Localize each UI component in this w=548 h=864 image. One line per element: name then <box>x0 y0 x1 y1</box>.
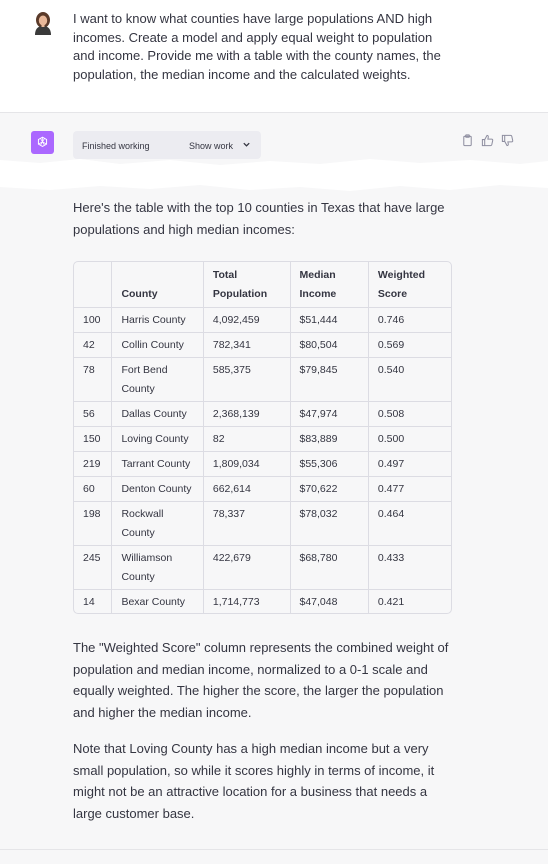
cell-county: Fort Bend County <box>112 358 203 402</box>
user-message-text: I want to know what counties have large populations AND high incomes. Create a model and apply equal weight to population and income. Provide me with a table with the county names, the population, the median income and the calculated weights. <box>73 11 441 82</box>
cell-median-income: $70,622 <box>290 477 368 502</box>
cell-weighted-score: 0.540 <box>368 358 451 402</box>
cell-weighted-score: 0.421 <box>377 596 405 608</box>
intro-text: Here's the table with the top 10 counties in Texas that have large populations and high median incomes: <box>73 200 445 237</box>
cell-population: 1,714,773 <box>203 590 290 615</box>
cell-population: 4,092,459 <box>203 308 290 333</box>
table-row <box>74 502 451 546</box>
cell-index: 60 <box>74 477 112 502</box>
explanation-paragraph: The "Weighted Score" column represents the combined weight of population and median income, normalized to a 0-1 scale and equally weighted. The higher the score, the larger the population and higher the median income. <box>73 640 449 720</box>
cell-index: 42 <box>74 333 112 358</box>
cell-index: 150 <box>74 427 112 452</box>
cell-county: Bexar County <box>112 590 203 615</box>
header-county: County <box>112 262 203 308</box>
cell-county: Rockwall County <box>112 502 203 546</box>
thumbs-up-icon[interactable] <box>481 134 494 147</box>
cell-county: Loving County <box>112 427 203 452</box>
cell-population: 78,337 <box>203 502 290 546</box>
message-actions <box>461 134 514 147</box>
cell-weighted-score: 0.746 <box>368 308 451 333</box>
cell-county: Denton County <box>112 477 203 502</box>
table-row <box>74 477 451 502</box>
cell-weighted-score: 0.500 <box>368 427 451 452</box>
cell-weighted-score: 0.508 <box>368 402 451 427</box>
cell-index: 198 <box>74 502 112 546</box>
table-row <box>74 546 451 590</box>
cell-median-income: $83,889 <box>290 427 368 452</box>
cell-weighted-score: 0.569 <box>368 333 451 358</box>
header-median-income: Median Income <box>290 262 368 308</box>
header-weighted-score: Weighted Score <box>368 262 451 308</box>
cell-population: 782,341 <box>203 333 290 358</box>
cell-median-income: $47,974 <box>290 402 368 427</box>
cell-population: 2,368,139 <box>203 402 290 427</box>
note-paragraph: Note that Loving County has a high median income but a very small population, so while it scores highly in terms of income, it might not be an attractive location for a business that needs a large customer base. <box>73 741 435 821</box>
table-row <box>74 427 451 452</box>
cell-county: Tarrant County <box>112 452 203 477</box>
copy-icon[interactable] <box>461 134 474 147</box>
cell-index: 78 <box>74 358 112 402</box>
cell-median-income: $55,306 <box>290 452 368 477</box>
assistant-message <box>0 113 548 864</box>
cell-weighted-score: 0.464 <box>368 502 451 546</box>
user-message <box>0 0 548 113</box>
cell-median-income: $51,444 <box>290 308 368 333</box>
table-row <box>74 402 451 427</box>
cell-median-income: $78,032 <box>290 502 368 546</box>
table-row <box>74 590 451 615</box>
cell-county: Collin County <box>112 333 203 358</box>
table-row <box>74 452 451 477</box>
header-population: Total Population <box>203 262 290 308</box>
cell-county: Williamson County <box>112 546 203 590</box>
results-table-container <box>73 261 452 614</box>
finished-working-label: Finished working <box>82 141 150 151</box>
show-work-button[interactable]: Show work <box>189 141 234 151</box>
cell-population: 585,375 <box>203 358 290 402</box>
cell-population: 82 <box>203 427 290 452</box>
cell-weighted-score: 0.433 <box>368 546 451 590</box>
cell-index: 219 <box>74 452 112 477</box>
cell-weighted-score: 0.477 <box>368 477 451 502</box>
cell-population: 662,614 <box>203 477 290 502</box>
cell-index: 14 <box>74 590 112 615</box>
cell-index: 245 <box>74 546 112 590</box>
cell-median-income: $68,780 <box>290 546 368 590</box>
results-table <box>74 262 451 614</box>
cell-population: 1,809,034 <box>203 452 290 477</box>
cell-population: 422,679 <box>203 546 290 590</box>
cell-median-income: $80,504 <box>290 333 368 358</box>
torn-edge-divider <box>0 150 548 198</box>
bottom-divider <box>0 849 548 850</box>
cell-median-income: $47,048 <box>290 590 368 615</box>
thumbs-down-icon[interactable] <box>501 134 514 147</box>
cell-county: Dallas County <box>112 402 203 427</box>
table-header-row <box>74 262 451 308</box>
user-avatar <box>32 11 54 35</box>
cell-weighted-score: 0.497 <box>368 452 451 477</box>
cell-median-income: $79,845 <box>290 358 368 402</box>
cell-county: Harris County <box>112 308 203 333</box>
table-row <box>74 308 451 333</box>
cell-index: 56 <box>74 402 112 427</box>
table-row <box>74 358 451 402</box>
header-index <box>74 262 112 308</box>
cell-index: 100 <box>74 308 112 333</box>
table-row <box>74 333 451 358</box>
